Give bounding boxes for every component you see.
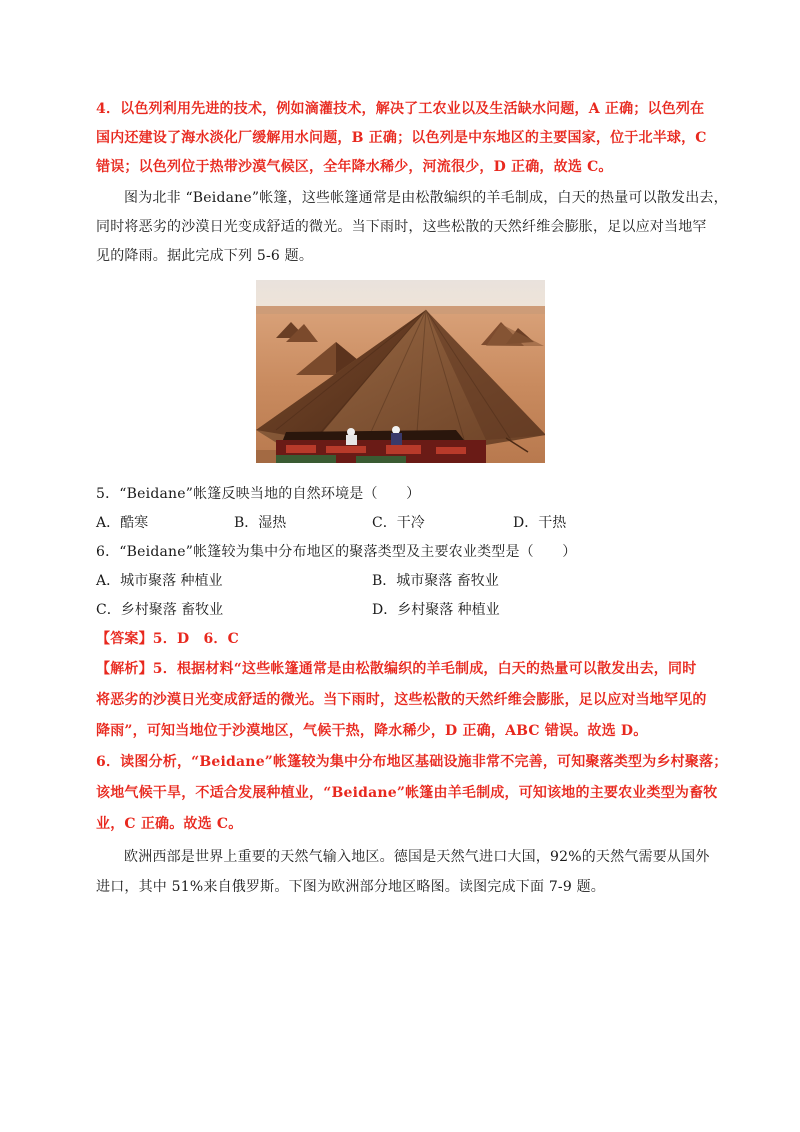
analysis-line-5: 该地气候干旱，不适合发展种植业，“Beidane”帐篷由羊毛制成，可知该地的主要农业类型为畜牧 [96, 785, 718, 801]
intro-5-6-line-2: 同时将恶劣的沙漠日光变成舒适的微光。当下雨时，这些松散的天然纤维会膨胀，足以应对当地罕 [96, 219, 707, 235]
q4-explanation-line-2: 国内还建设了海水淡化厂缓解用水问题，B 正确；以色列是中东地区的主要国家，位于北半球，C [96, 130, 707, 146]
q5-option-c: C．干冷 [372, 515, 425, 531]
analysis-line-2: 将恶劣的沙漠日光变成舒适的微光。当下雨时，这些松散的天然纤维会膨胀，足以应对当地罕见的 [96, 692, 707, 708]
analysis-line-1: 【解析】5．根据材料“这些帐篷通常是由松散编织的羊毛制成，白天的热量可以散发出去，同时 [96, 661, 697, 677]
q5-option-b: B．湿热 [234, 515, 287, 531]
q6-option-d: D．乡村聚落 种植业 [372, 602, 500, 618]
q6-stem: 6．“Beidane”帐篷较为集中分布地区的聚落类型及主要农业类型是（ ） [96, 544, 577, 560]
answer-line: 【答案】5．D 6．C [96, 631, 239, 647]
analysis-line-3: 降雨”，可知当地位于沙漠地区，气候干热，降水稀少，D 正确，ABC 错误。故选 D。 [96, 723, 648, 739]
intro-5-6-line-1: 图为北非 “Beidane”帐篷，这些帐篷通常是由松散编织的羊毛制成，白天的热量可以散发出去， [124, 190, 728, 206]
analysis-line-6: 业，C 正确。故选 C。 [96, 816, 243, 832]
q6-option-a: A．城市聚落 种植业 [96, 573, 223, 589]
q6-option-b: B．城市聚落 畜牧业 [372, 573, 499, 589]
analysis-line-4: 6．读图分析，“Beidane”帐篷较为集中分布地区基础设施非常不完善，可知聚落类型为乡村聚落； [96, 754, 728, 770]
intro-5-6-line-3: 见的降雨。据此完成下列 5-6 题。 [96, 248, 314, 264]
q4-explanation-line-1: 4．以色列利用先进的技术，例如滴灌技术，解决了工农业以及生活缺水问题，A 正确；以色列在 [96, 101, 705, 117]
beidane-tent-photo [256, 280, 545, 463]
q5-stem: 5．“Beidane”帐篷反映当地的自然环境是（ ） [96, 486, 421, 502]
q6-option-c: C．乡村聚落 畜牧业 [96, 602, 224, 618]
q5-option-a: A．酷寒 [96, 515, 149, 531]
q4-explanation-line-3: 错误；以色列位于热带沙漠气候区，全年降水稀少，河流很少，D 正确，故选 C。 [96, 159, 613, 175]
q5-option-d: D．干热 [513, 515, 567, 531]
intro-7-9-line-2: 进口，其中 51%来自俄罗斯。下图为欧洲部分地区略图。读图完成下面 7-9 题。 [96, 879, 606, 895]
intro-7-9-line-1: 欧洲西部是世界上重要的天然气输入地区。德国是天然气进口大国，92%的天然气需要从国外 [124, 849, 710, 865]
